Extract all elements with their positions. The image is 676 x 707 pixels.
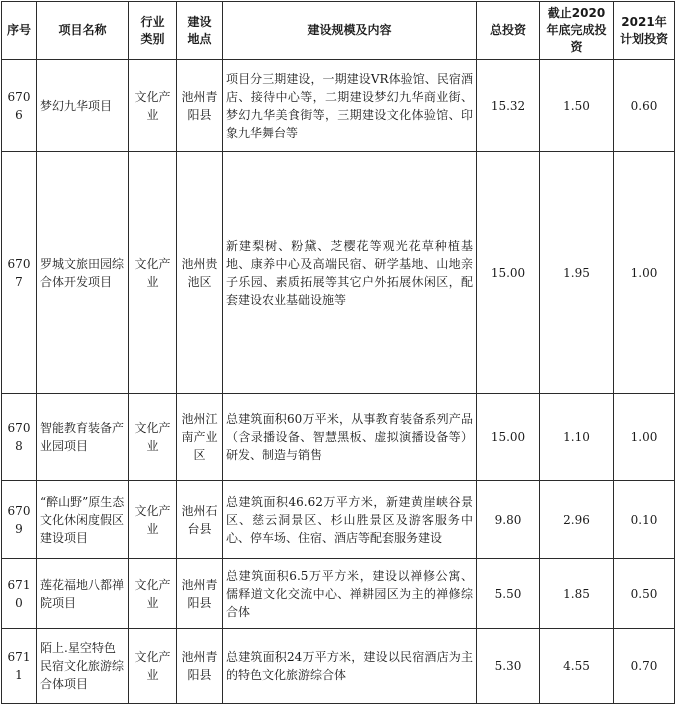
cell-plan: 1.00 [614, 152, 675, 394]
cell-content: 项目分三期建设，一期建设VR体验馆、民宿酒店、接待中心等，二期建设梦幻九华商业街、梦幻九华美食街等，三期建设文化体验馆、印象九华舞台等 [223, 60, 477, 152]
cell-name: 智能教育装备产业园项目 [37, 394, 129, 481]
cell-completed: 1.50 [540, 60, 614, 152]
table-row [2, 481, 675, 559]
cell-total: 5.50 [477, 559, 540, 629]
cell-category: 文化产业 [129, 629, 177, 704]
header-plan: 2021年计划投资 [614, 2, 675, 60]
cell-content: 总建筑面积6.5万平方米，建设以禅修公寓、儒释道文化交流中心、禅耕园区为主的禅修综合体 [223, 559, 477, 629]
cell-name: 陌上.星空特色民宿文化旅游综合体项目 [37, 629, 129, 704]
cell-location: 池州青阳县 [177, 629, 223, 704]
header-completed: 截止2020年底完成投资 [540, 2, 614, 60]
cell-total: 5.30 [477, 629, 540, 704]
cell-plan: 0.70 [614, 629, 675, 704]
cell-name: 莲花福地八都禅院项目 [37, 559, 129, 629]
cell-content: 总建筑面积46.62万平方米，新建黄崖峡谷景区、慈云洞景区、杉山胜景区及游客服务中心、停车场、住宿、酒店等配套服务建设 [223, 481, 477, 559]
cell-content: 总建筑面积60万平米，从事教育装备系列产品（含录播设备、智慧黑板、虚拟演播设备等）研发、制造与销售 [223, 394, 477, 481]
cell-location: 池州青阳县 [177, 559, 223, 629]
table-row [2, 152, 675, 394]
cell-location: 池州石台县 [177, 481, 223, 559]
header-index: 序号 [2, 2, 37, 60]
header-location: 建设地点 [177, 2, 223, 60]
cell-index: 6709 [2, 481, 37, 559]
cell-total: 15.32 [477, 60, 540, 152]
cell-plan: 1.00 [614, 394, 675, 481]
cell-category: 文化产业 [129, 481, 177, 559]
header-total: 总投资 [477, 2, 540, 60]
cell-content: 新建梨树、粉黛、芝樱花等观光花草种植基地、康养中心及高端民宿、研学基地、山地亲子乐园、素质拓展等其它户外拓展休闲区，配套建设农业基础设施等 [223, 152, 477, 394]
cell-index: 6707 [2, 152, 37, 394]
cell-content: 总建筑面积24万平方米，建设以民宿酒店为主的特色文化旅游综合体 [223, 629, 477, 704]
cell-index: 6711 [2, 629, 37, 704]
cell-completed: 1.85 [540, 559, 614, 629]
cell-plan: 0.10 [614, 481, 675, 559]
cell-category: 文化产业 [129, 559, 177, 629]
cell-completed: 1.95 [540, 152, 614, 394]
cell-category: 文化产业 [129, 394, 177, 481]
cell-index: 6710 [2, 559, 37, 629]
investment-table [1, 1, 675, 704]
cell-location: 池州青阳县 [177, 60, 223, 152]
header-row [2, 2, 675, 60]
header-name: 项目名称 [37, 2, 129, 60]
cell-name: 梦幻九华项目 [37, 60, 129, 152]
cell-plan: 0.50 [614, 559, 675, 629]
cell-location: 池州江南产业区 [177, 394, 223, 481]
cell-total: 15.00 [477, 394, 540, 481]
table-row [2, 559, 675, 629]
cell-total: 9.80 [477, 481, 540, 559]
cell-completed: 2.96 [540, 481, 614, 559]
cell-completed: 1.10 [540, 394, 614, 481]
cell-name: 罗城文旅田园综合体开发项目 [37, 152, 129, 394]
cell-plan: 0.60 [614, 60, 675, 152]
cell-completed: 4.55 [540, 629, 614, 704]
cell-total: 15.00 [477, 152, 540, 394]
table-row [2, 629, 675, 704]
header-content: 建设规模及内容 [223, 2, 477, 60]
header-category: 行业类别 [129, 2, 177, 60]
table-row [2, 60, 675, 152]
cell-index: 6706 [2, 60, 37, 152]
table-row [2, 394, 675, 481]
cell-category: 文化产业 [129, 152, 177, 394]
cell-category: 文化产业 [129, 60, 177, 152]
cell-index: 6708 [2, 394, 37, 481]
cell-location: 池州贵池区 [177, 152, 223, 394]
cell-name: “醉山野”原生态文化休闲度假区建设项目 [37, 481, 129, 559]
